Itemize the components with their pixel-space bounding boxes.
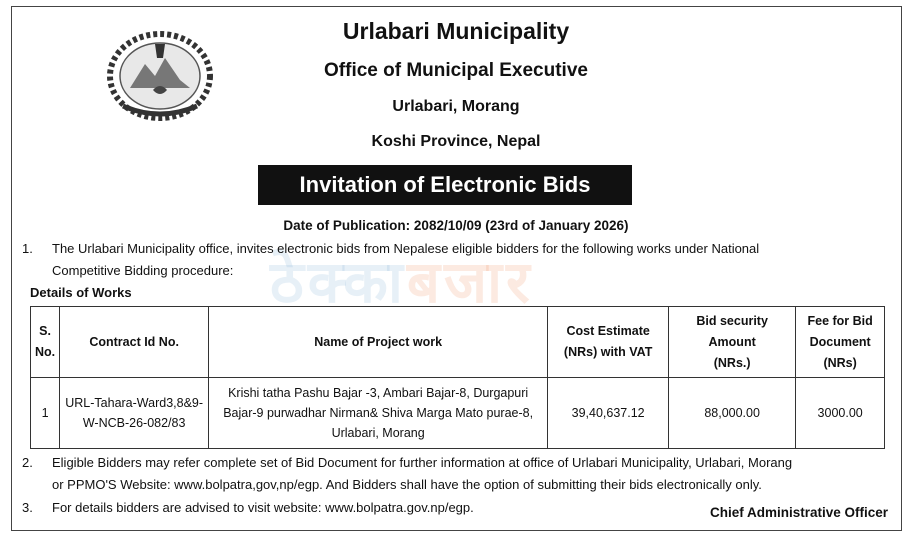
paragraph-2-line-1: Eligible Bidders may refer complete set of Bid Document for further information at office of Urlabari Municipality, Urlabari, Morang [52,455,793,470]
signatory-title: Chief Administrative Officer [709,505,888,520]
paragraph-2-line-2: or PPMO'S Website: www.bolpatra,gov,np/egp. And Bidders shall have the option of submitting their bids electronically only. [52,477,762,492]
header-document-fee: Fee for Bid Document (NRs) [796,307,885,378]
office-name: Office of Municipal Executive [324,60,588,81]
cell-cost-estimate: 39,40,637.12 [548,378,669,449]
office-province: Koshi Province, Nepal [371,133,541,150]
notice-title: Invitation of Electronic Bids [258,165,632,205]
paragraph-2-number: 2. [22,455,33,470]
header-bid-security: Bid security Amount (NRs.) [669,307,796,378]
details-title: Details of Works [30,285,132,300]
paragraph-1-line-2: Competitive Bidding procedure: [52,263,234,278]
header-sno: S. No. [31,307,60,378]
works-table [30,306,885,449]
cell-bid-security: 88,000.00 [669,378,796,449]
header-contract-id: Contract Id No. [60,307,209,378]
watermark-part-2: बजार [406,250,534,315]
paragraph-2 [22,452,892,496]
municipality-name: Urlabari Municipality [342,18,570,44]
watermark-part-1: ठेक्का [270,250,407,315]
cell-project-name: Krishi tatha Pashu Bajar -3, Ambari Bajar-8, Durgapuri Bajar-9 purwadhar Nirman& Shiva Marga Mato purae-8, Urlabari, Morang [209,378,548,449]
office-location: Urlabari, Morang [392,98,520,115]
paragraph-3-number: 3. [22,500,33,515]
header-project-name: Name of Project work [209,307,548,378]
paragraph-1-line-1: The Urlabari Municipality office, invites electronic bids from Nepalese eligible bidders for the following works under National [52,241,760,256]
table-header-row [31,307,885,378]
table-row [31,378,885,449]
paragraph-3-line-1: For details bidders are advised to visit website: www.bolpatra.gov.np/egp. [52,500,474,515]
paragraph-1-number: 1. [22,241,33,256]
cell-contract-id: URL-Tahara-Ward3,8&9- W-NCB-26-082/83 [60,378,209,449]
header-cost-estimate: Cost Estimate (NRs) with VAT [548,307,669,378]
cell-document-fee: 3000.00 [796,378,885,449]
paragraph-1 [22,238,892,282]
cell-sno: 1 [31,378,60,449]
publication-date: Date of Publication: 2082/10/09 (23rd of January 2026) [283,218,629,233]
